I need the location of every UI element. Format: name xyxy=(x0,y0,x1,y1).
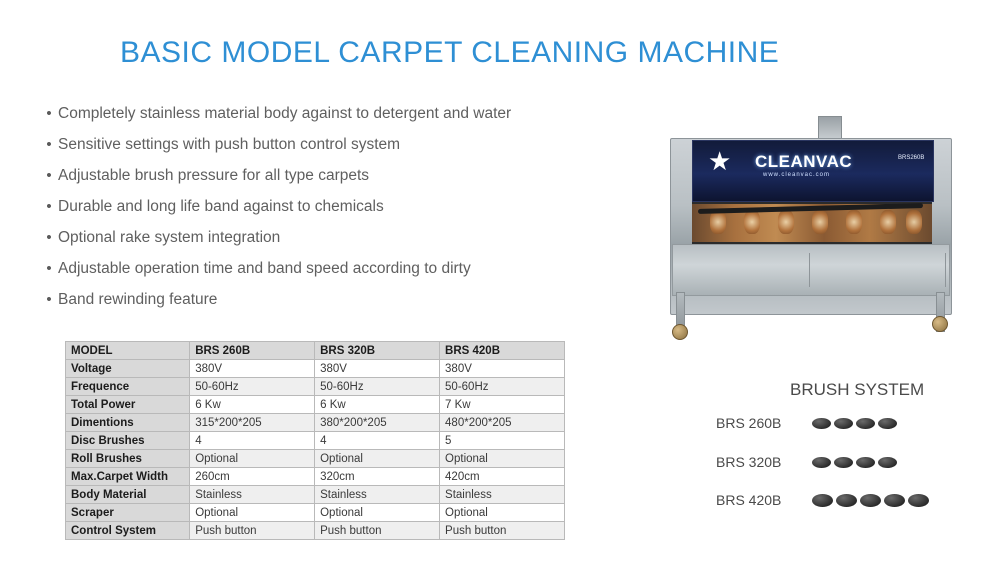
table-cell: Stainless xyxy=(440,486,565,504)
list-item-label: Durable and long life band against to chemicals xyxy=(58,198,384,215)
brush-disc-icon xyxy=(878,457,897,468)
brush-disc-icon xyxy=(856,418,875,429)
table-cell: 380V xyxy=(190,360,315,378)
row-label: Dimentions xyxy=(66,414,190,432)
table-cell: 315*200*205 xyxy=(190,414,315,432)
machine-wheel xyxy=(672,324,688,340)
table-cell: 380*200*205 xyxy=(315,414,440,432)
table-row xyxy=(66,360,565,378)
bullet-marker-icon: • xyxy=(46,229,52,246)
brush-disc-icon xyxy=(878,418,897,429)
list-item-label: Adjustable brush pressure for all type carpets xyxy=(58,167,370,184)
brush-disc-icon xyxy=(812,457,831,468)
table-cell: Stainless xyxy=(190,486,315,504)
brush-disc-icon xyxy=(812,494,833,507)
table-cell: 260cm xyxy=(190,468,315,486)
table-row xyxy=(66,450,565,468)
table-cell: Optional xyxy=(190,450,315,468)
table-cell: 4 xyxy=(190,432,315,450)
table-row xyxy=(66,414,565,432)
machine-wheel xyxy=(932,316,948,332)
bullet-marker-icon: • xyxy=(46,260,52,277)
table-cell: 480*200*205 xyxy=(440,414,565,432)
brand-url-label: www.cleanvac.com xyxy=(763,172,831,178)
row-label: Roll Brushes xyxy=(66,450,190,468)
brush-disc-icon xyxy=(884,494,905,507)
table-row xyxy=(66,396,565,414)
list-item-label: Adjustable operation time and band speed according to dirty xyxy=(58,260,471,277)
table-cell: Optional xyxy=(440,504,565,522)
table-cell: 7 Kw xyxy=(440,396,565,414)
row-label: Disc Brushes xyxy=(66,432,190,450)
brush-disc-icon xyxy=(834,457,853,468)
skirt-seam xyxy=(945,253,946,287)
star-icon: ★ xyxy=(708,146,732,176)
bullet-marker-icon: • xyxy=(46,167,52,184)
brush-row-label: BRS 320B xyxy=(716,454,782,470)
table-row xyxy=(66,378,565,396)
row-label: Voltage xyxy=(66,360,190,378)
machine-photo xyxy=(650,110,970,340)
table-cell: Push button xyxy=(440,522,565,540)
column-header-brs320b: BRS 320B xyxy=(315,342,440,360)
column-header-brs260b: BRS 260B xyxy=(190,342,315,360)
brush-row-label: BRS 420B xyxy=(716,492,782,508)
machine-lower-skirt xyxy=(672,244,950,296)
list-item-label: Completely stainless material body against to detergent and water xyxy=(58,105,512,122)
row-label: Body Material xyxy=(66,486,190,504)
column-header-model: MODEL xyxy=(66,342,190,360)
table-cell: 6 Kw xyxy=(315,396,440,414)
list-item xyxy=(40,197,640,217)
brush-disc-icon xyxy=(908,494,929,507)
table-row xyxy=(66,432,565,450)
list-item xyxy=(40,228,640,248)
specifications-table xyxy=(65,341,565,540)
brush-disc-group xyxy=(812,418,900,429)
table-row xyxy=(66,486,565,504)
bullet-marker-icon: • xyxy=(46,136,52,153)
carpet-motif xyxy=(906,210,922,234)
brush-disc-icon xyxy=(812,418,831,429)
brush-disc-icon xyxy=(836,494,857,507)
column-header-brs420b: BRS 420B xyxy=(440,342,565,360)
carpet-motif xyxy=(710,210,726,234)
table-row xyxy=(66,522,565,540)
row-label: Frequence xyxy=(66,378,190,396)
bullet-marker-icon: • xyxy=(46,105,52,122)
row-label: Max.Carpet Width xyxy=(66,468,190,486)
table-cell: Optional xyxy=(315,450,440,468)
table-cell: Push button xyxy=(315,522,440,540)
carpet-motif xyxy=(778,210,794,234)
carpet-motif xyxy=(846,210,862,234)
table-cell: 380V xyxy=(315,360,440,378)
table-cell: 50-60Hz xyxy=(440,378,565,396)
table-cell: 320cm xyxy=(315,468,440,486)
model-tag-label: BRS260B xyxy=(898,155,925,161)
table-cell: 6 Kw xyxy=(190,396,315,414)
table-cell: 50-60Hz xyxy=(315,378,440,396)
table-cell: Optional xyxy=(190,504,315,522)
brush-row-brs260b xyxy=(716,415,986,431)
table-cell: 420cm xyxy=(440,468,565,486)
carpet-motif xyxy=(880,210,896,234)
list-item xyxy=(40,104,640,124)
list-item xyxy=(40,135,640,155)
list-item xyxy=(40,166,640,186)
row-label: Control System xyxy=(66,522,190,540)
page-title: BASIC MODEL CARPET CLEANING MACHINE xyxy=(120,36,780,69)
brush-system-title: BRUSH SYSTEM xyxy=(790,380,925,399)
brush-row-brs420b xyxy=(716,492,986,508)
feature-bullet-list xyxy=(40,104,640,321)
row-label: Scraper xyxy=(66,504,190,522)
list-item-label: Optional rake system integration xyxy=(58,229,281,246)
table-row xyxy=(66,468,565,486)
table-row xyxy=(66,504,565,522)
brush-disc-group xyxy=(812,457,900,468)
list-item xyxy=(40,259,640,279)
row-label: Total Power xyxy=(66,396,190,414)
brand-label: CLEANVAC xyxy=(755,152,853,171)
table-cell: 4 xyxy=(315,432,440,450)
brush-disc-icon xyxy=(834,418,853,429)
table-cell: 50-60Hz xyxy=(190,378,315,396)
list-item-label: Band rewinding feature xyxy=(58,291,218,308)
carpet-motif xyxy=(812,210,828,234)
brush-row-label: BRS 260B xyxy=(716,415,782,431)
table-cell: Stainless xyxy=(315,486,440,504)
bullet-marker-icon: • xyxy=(46,198,52,215)
skirt-seam xyxy=(809,253,810,287)
table-cell: Optional xyxy=(440,450,565,468)
table-header-row xyxy=(66,342,565,360)
brush-disc-icon xyxy=(860,494,881,507)
carpet-motif xyxy=(744,210,760,234)
brush-row-brs320b xyxy=(716,454,986,470)
table-cell: Optional xyxy=(315,504,440,522)
brush-disc-icon xyxy=(856,457,875,468)
list-item xyxy=(40,290,640,310)
table-cell: Push button xyxy=(190,522,315,540)
list-item-label: Sensitive settings with push button control system xyxy=(58,136,401,153)
bullet-marker-icon: • xyxy=(46,291,52,308)
table-cell: 380V xyxy=(440,360,565,378)
table-cell: 5 xyxy=(440,432,565,450)
brush-disc-group xyxy=(812,494,932,507)
